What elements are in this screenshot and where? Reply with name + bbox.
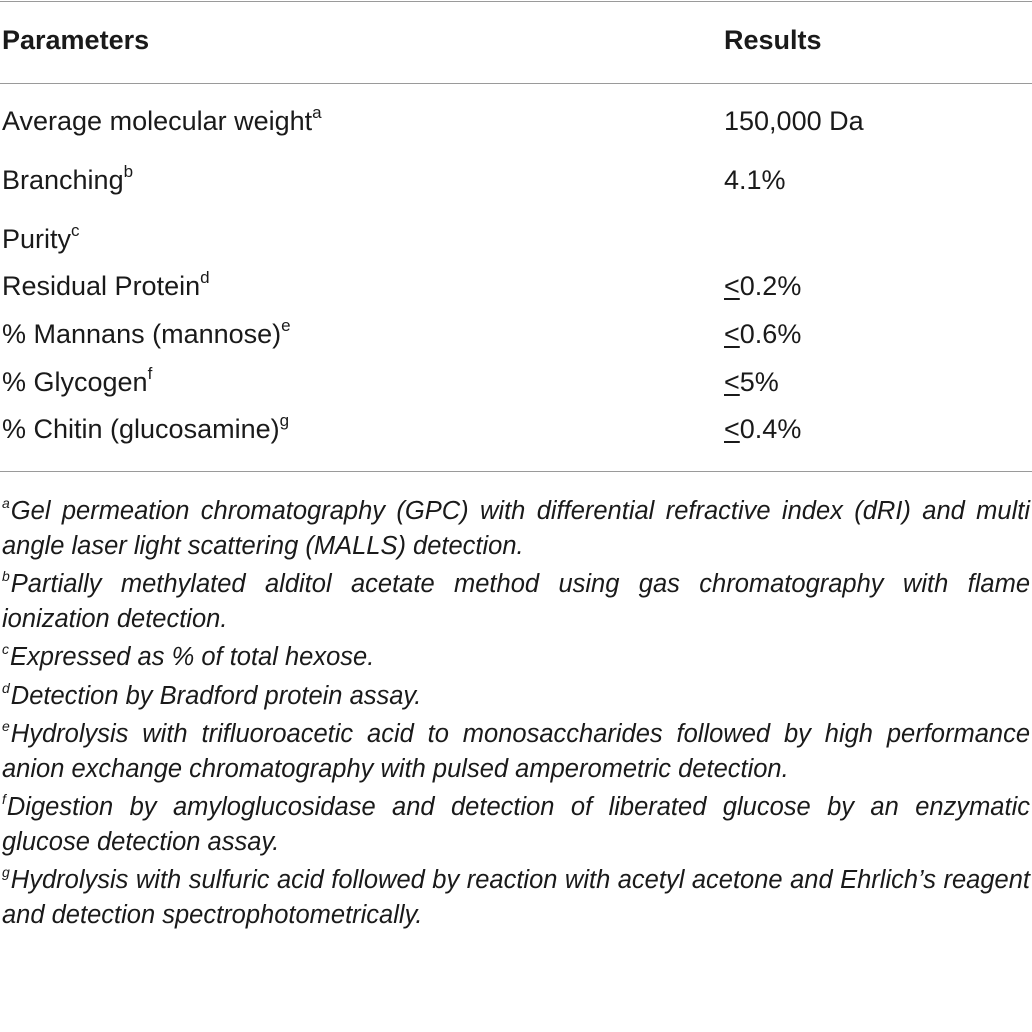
- result-cell: 4.1%: [724, 165, 786, 195]
- result-cell: <5%: [724, 367, 779, 397]
- less-equal-symbol: <: [724, 367, 740, 397]
- table-row: [0, 316, 1032, 352]
- footnote-mark: f: [147, 364, 153, 383]
- footnote-mark: a: [2, 495, 10, 511]
- table-row: [0, 162, 1032, 198]
- footnote-mark: e: [2, 718, 10, 734]
- table-row: [0, 221, 1032, 257]
- footnote: $^a$Gel permeation chromatography (GPC) with differential refractive index (dRI) and multi angle laser light scattering (MALLS) detection.: [2, 495, 1030, 560]
- header-parameters: Parameters: [2, 25, 150, 55]
- footnote-mark: e: [281, 316, 291, 335]
- less-equal-symbol: <: [724, 414, 740, 444]
- parameter-cell: Residual Protein$^d$: [2, 268, 210, 301]
- parameter-cell: % Chitin (glucosamine)$^g$: [2, 411, 290, 444]
- footnote-mark: g: [279, 411, 290, 430]
- parameter-cell: Purity$^c$: [2, 221, 80, 254]
- footnote-mark: b: [123, 162, 134, 181]
- header-results: Results: [724, 25, 822, 55]
- footnote-mark: a: [312, 103, 322, 122]
- footnote-mark: g: [2, 864, 10, 880]
- footnote-mark: d: [2, 679, 10, 696]
- parameter-cell: % Mannans (mannose)$^e$: [2, 316, 291, 349]
- footnote: $^b$Partially methylated alditol acetate method using gas chromatography with flame ionization detection.: [2, 568, 1030, 633]
- result-cell: <0.6%: [724, 319, 802, 349]
- footnote: $^e$Hydrolysis with trifluoroacetic acid to monosaccharides followed by high performance anion exchange chromatography with pulsed amperometric detection.: [2, 718, 1030, 783]
- footnote: $^f$Digestion by amyloglucosidase and detection of liberated glucose by an enzymatic glucose detection assay.: [2, 791, 1030, 856]
- result-cell: 150,000 Da: [724, 106, 864, 136]
- table-row: [0, 364, 1032, 400]
- table-row: [0, 411, 1032, 447]
- footnote-mark: c: [2, 641, 9, 657]
- footnote: $^d$Detection by Bradford protein assay.: [2, 679, 422, 710]
- table-row: [0, 268, 1032, 304]
- footnote-mark: f: [2, 791, 6, 807]
- table-row: [0, 103, 1032, 139]
- table-footnotes: [2, 494, 1030, 936]
- parameter-cell: % Glycogen$^f$: [2, 364, 153, 397]
- result-cell: <0.2%: [724, 271, 802, 301]
- less-equal-symbol: <: [724, 271, 740, 301]
- parameter-cell: Branching$^b$: [2, 162, 134, 195]
- footnote: $^c$Expressed as % of total hexose.: [2, 641, 375, 671]
- result-cell: <0.4%: [724, 414, 802, 444]
- table-bottom-rule: [0, 471, 1032, 472]
- table-top-rule: [0, 1, 1032, 2]
- footnote: $^g$Hydrolysis with sulfuric acid followed by reaction with acetyl acetone and Ehrlich’s reagent and detection spectrophotometrically.: [2, 864, 1030, 929]
- footnote-mark: d: [200, 268, 210, 287]
- parameter-cell: Average molecular weight$^a$: [2, 103, 322, 136]
- less-equal-symbol: <: [724, 319, 740, 349]
- footnote-mark: c: [71, 221, 80, 240]
- footnote-mark: b: [2, 568, 10, 584]
- header-rule: [0, 83, 1032, 84]
